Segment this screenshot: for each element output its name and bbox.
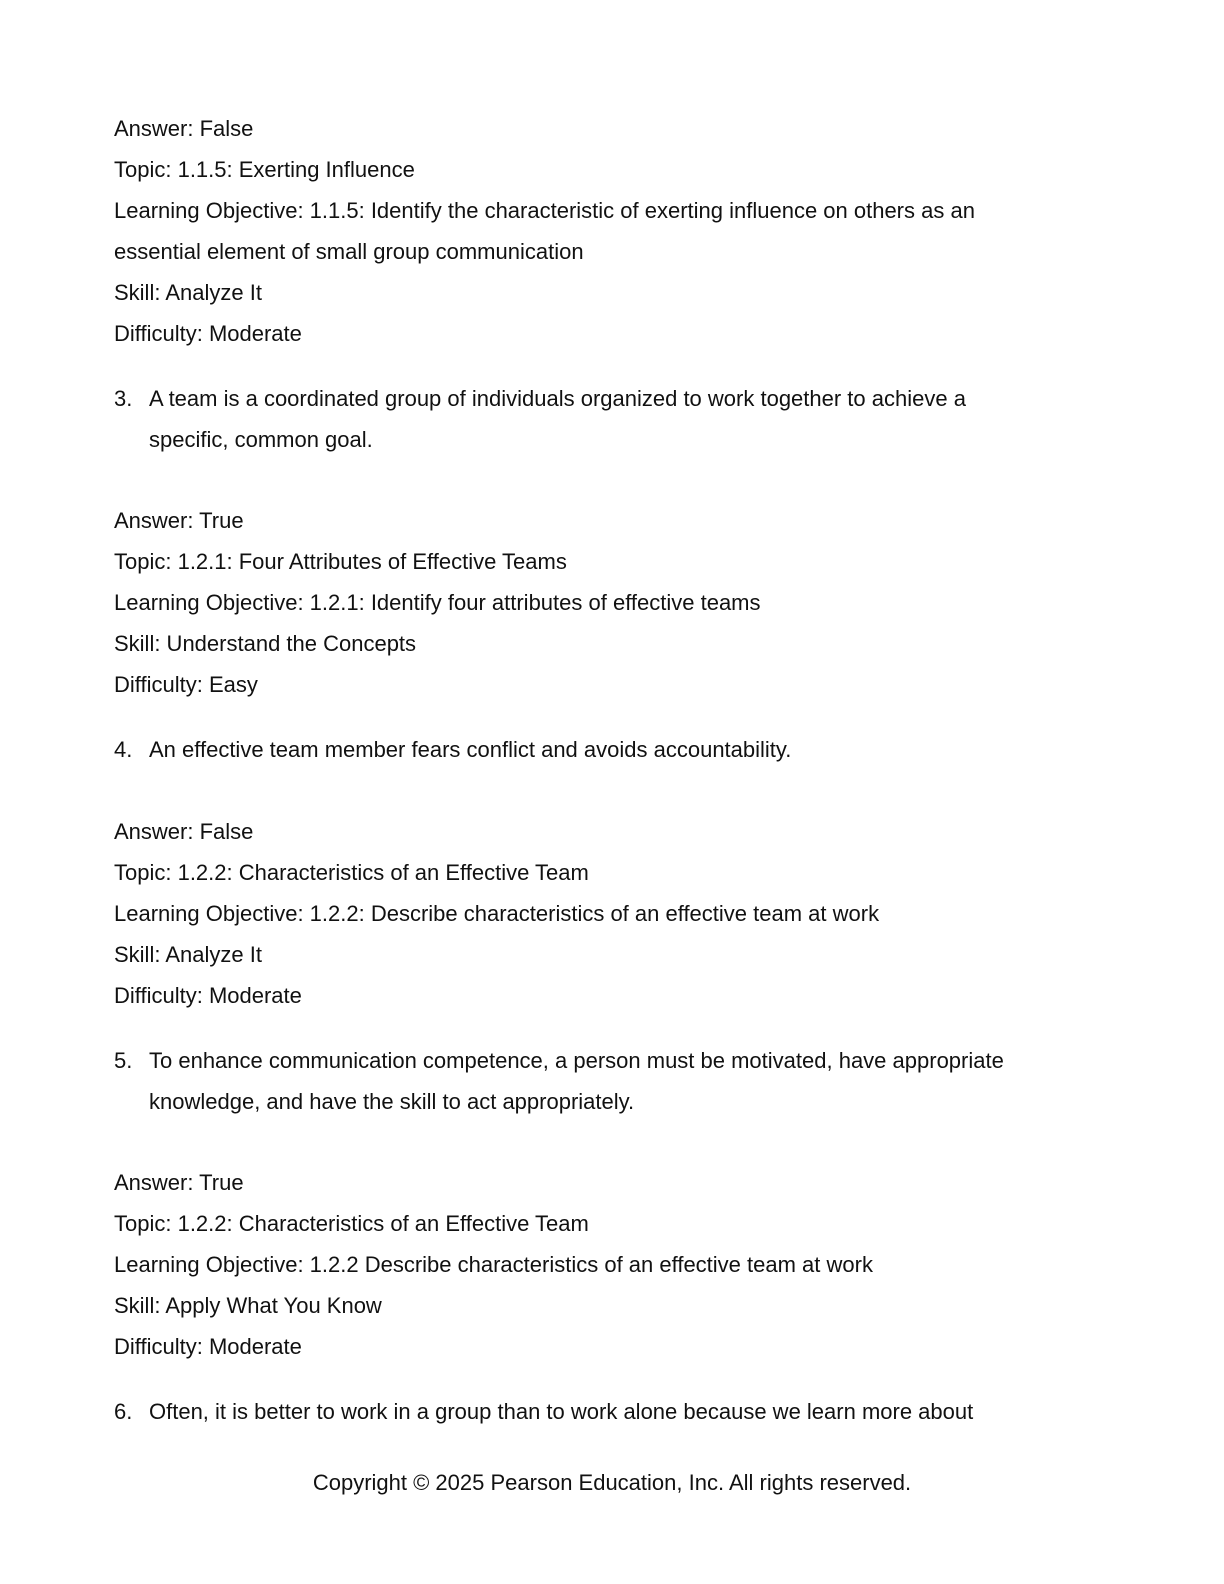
answer-line: Answer: True [114, 508, 244, 533]
topic-line: Topic: 1.2.1: Four Attributes of Effective Teams [114, 549, 567, 574]
question-number: 3. [114, 386, 133, 411]
question-text: A team is a coordinated group of individuals organized to work together to achieve a [149, 386, 966, 411]
objective-line: Learning Objective: 1.2.2: Describe characteristics of an effective team at work [114, 901, 880, 926]
answer-line: Answer: True [114, 1170, 244, 1195]
question-text: To enhance communication competence, a person must be motivated, have appropriate [149, 1048, 1004, 1073]
difficulty-line: Difficulty: Moderate [114, 321, 302, 346]
question-text-continued: knowledge, and have the skill to act appropriately. [149, 1089, 635, 1114]
objective-line: Learning Objective: 1.2.1: Identify four attributes of effective teams [114, 590, 761, 615]
copyright-footer: Copyright © 2025 Pearson Education, Inc. All rights reserved. [312, 1470, 912, 1495]
question-number: 4. [114, 737, 133, 762]
skill-line: Skill: Analyze It [114, 942, 262, 967]
difficulty-line: Difficulty: Easy [114, 672, 258, 697]
objective-line: Learning Objective: 1.1.5: Identify the characteristic of exerting influence on others as an [114, 198, 975, 223]
objective-line: Learning Objective: 1.2.2 Describe characteristics of an effective team at work [114, 1252, 873, 1277]
answer-line: Answer: False [114, 116, 254, 141]
difficulty-line: Difficulty: Moderate [114, 983, 302, 1008]
question-text: Often, it is better to work in a group than to work alone because we learn more about [149, 1399, 974, 1424]
skill-line: Skill: Apply What You Know [114, 1293, 382, 1318]
skill-line: Skill: Understand the Concepts [114, 631, 417, 656]
skill-line: Skill: Analyze It [114, 280, 262, 305]
objective-line-continued: essential element of small group communication [114, 239, 584, 264]
difficulty-line: Difficulty: Moderate [114, 1334, 302, 1359]
topic-line: Topic: 1.1.5: Exerting Influence [114, 157, 415, 182]
topic-line: Topic: 1.2.2: Characteristics of an Effective Team [114, 860, 589, 885]
question-number: 6. [114, 1399, 133, 1424]
topic-line: Topic: 1.2.2: Characteristics of an Effective Team [114, 1211, 589, 1236]
answer-line: Answer: False [114, 819, 254, 844]
question-number: 5. [114, 1048, 133, 1073]
question-text-continued: specific, common goal. [149, 427, 373, 452]
question-text: An effective team member fears conflict and avoids accountability. [149, 737, 792, 762]
